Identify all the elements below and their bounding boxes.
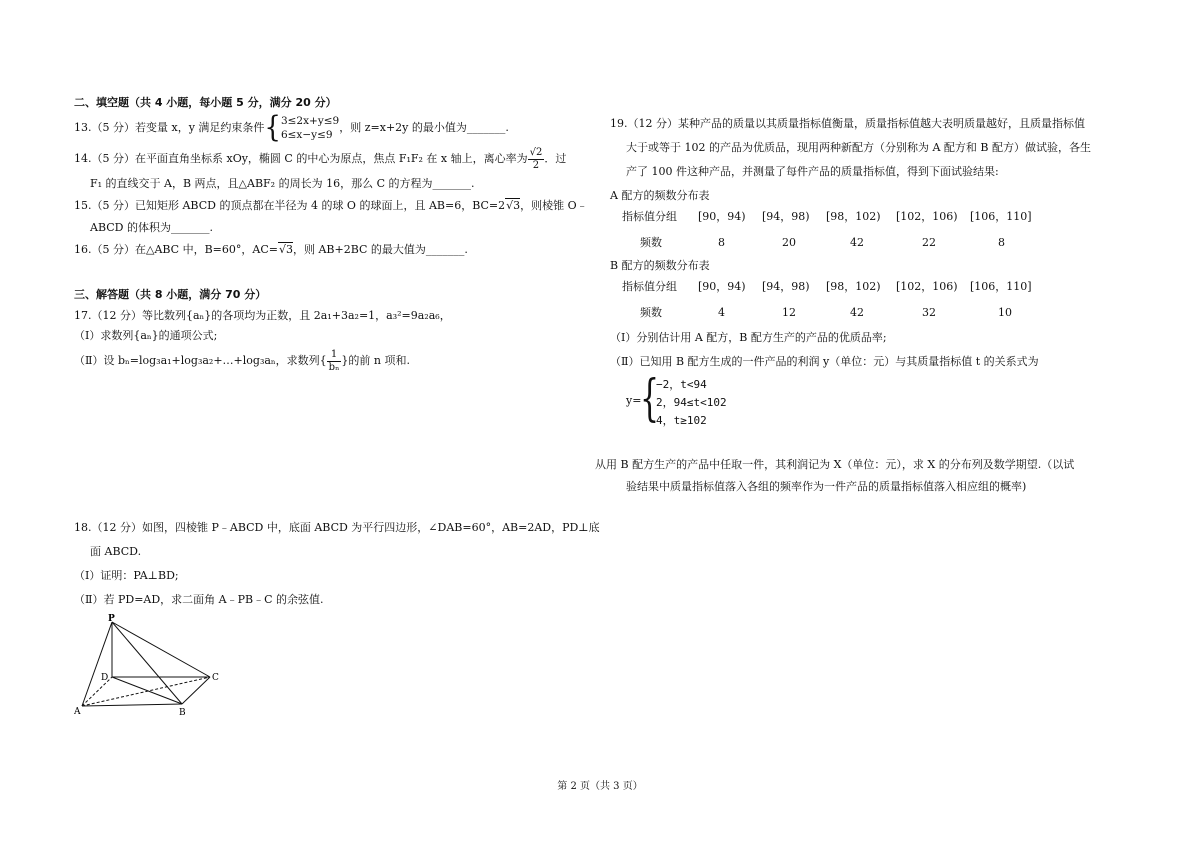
table-a-title: A 配方的频数分布表 — [610, 189, 710, 202]
q15-sqrt-value: 3 — [513, 199, 521, 212]
table-a-group-cell: [94，98) — [762, 210, 810, 223]
table-a-freq-label: 频数 — [640, 236, 662, 249]
table-a-freq-cell: 22 — [922, 236, 936, 249]
question-17-part-1: （Ⅰ）求数列{aₙ}的通项公式; — [74, 329, 218, 342]
table-b-freq-cell: 32 — [922, 306, 936, 319]
q14-frac-den: 2 — [532, 159, 540, 171]
q15-sqrt: √3 — [506, 199, 521, 212]
q17-fraction — [327, 349, 342, 374]
table-b-group-cell: [106，110] — [970, 280, 1032, 293]
section-fill-blank-title: 二、填空题（共 4 小题，每小题 5 分，满分 20 分） — [74, 96, 337, 109]
question-19-part-2: （Ⅱ）已知用 B 配方生成的一件产品的利润 y（单位：元）与其质量指标值 t 的关系式为 — [610, 355, 1039, 368]
label-A: A — [74, 707, 81, 717]
right-column — [610, 116, 1135, 428]
q15-text-b: ，则棱锥 O﹣ — [520, 199, 588, 212]
q13-constraint-system: { 3≤2x+y≤9 6≤x−y≤9 — [264, 111, 340, 145]
question-18-line-2: 面 ABCD. — [90, 545, 142, 558]
table-b-freq-cell: 4 — [718, 306, 725, 319]
table-b-group-cell: [94，98) — [762, 280, 810, 293]
section-solve-title: 三、解答题（共 8 小题，满分 70 分） — [74, 288, 267, 301]
question-19-line-3: 产了 100 件这种产品，并测量了每件产品的质量指标值，得到下面试验结果: — [626, 165, 999, 178]
q13-prefix: 13.（5 分）若变量 x，y 满足约束条件 — [74, 121, 265, 134]
question-19-after-line-2: 验结果中质量指标值落入各组的频率作为一件产品的质量指标值落入相应组的概率) — [626, 480, 1027, 493]
question-19-part-1: （Ⅰ）分别估计用 A 配方，B 配方生产的产品的优质品率; — [610, 331, 887, 344]
pyramid-figure — [74, 614, 224, 720]
question-19-line-2: 大于或等于 102 的产品为优质品，现用两种新配方（分别称为 A 配方和 B 配方）做试验，各生 — [626, 141, 1091, 154]
q16-sqrt: √3 — [278, 243, 293, 256]
table-a-group-cell: [98，102) — [826, 210, 881, 223]
table-b-title: B 配方的频数分布表 — [610, 259, 710, 272]
question-17-line-1: 17.（12 分）等比数列{aₙ}的各项均为正数，且 2a₁+3a₂=1，a₃²=9a₂a₆， — [74, 309, 451, 322]
table-a-freq-cell: 8 — [718, 236, 725, 249]
q13-constraint-2: 6≤x−y≤9 — [280, 129, 333, 141]
pyramid-diagram — [74, 614, 224, 720]
q17-frac-num: 1 — [327, 349, 342, 362]
question-19-after-line-1: 从用 B 配方生产的产品中任取一件，其利润记为 X（单位：元），求 X 的分布列及数学期望.（以试 — [595, 458, 1075, 471]
table-a-group-row — [622, 204, 1044, 230]
question-14-line-1 — [74, 146, 594, 172]
profit-piecewise — [626, 369, 1135, 428]
piecewise-case-1: −2，t<94 — [656, 378, 707, 391]
page-footer: 第 2 页（共 3 页） — [557, 781, 643, 792]
table-a-freq-cell: 20 — [782, 236, 796, 249]
q14-prefix: 14.（5 分）在平面直角坐标系 xOy，椭圆 C 的中心为原点，焦点 F₁F₂ 在 x 轴上，离心率为 — [74, 152, 528, 165]
question-15-line-1 — [74, 198, 594, 214]
q17-part2-text-a: （Ⅱ）设 bₙ=log₃a₁+log₃a₂+…+log₃aₙ，求数列{ — [74, 354, 327, 367]
table-a-group-cell: [90，94) — [698, 210, 746, 223]
q15-text-a: 15.（5 分）已知矩形 ABCD 的顶点都在半径为 4 的球 O 的球面上，且 AB=6，BC=2 — [74, 199, 506, 212]
question-17-part-2 — [74, 348, 594, 374]
piecewise-case-3: 4，t≥102 — [656, 414, 707, 427]
table-a — [622, 204, 1044, 256]
question-15-line-2: ABCD 的体积为_______. — [90, 221, 213, 234]
q13-constraint-1: 3≤2x+y≤9 — [280, 115, 340, 127]
table-a-group-cell: [102，106) — [896, 210, 958, 223]
question-18-part-1: （Ⅰ）证明：PA⊥BD; — [74, 569, 179, 582]
question-18 — [74, 520, 600, 608]
question-16 — [74, 242, 594, 258]
q17-frac-den: bₙ — [328, 361, 340, 373]
table-a-group-cell: [106，110] — [970, 210, 1032, 223]
label-C: C — [212, 673, 219, 683]
table-b-group-row — [622, 274, 1044, 300]
question-13 — [74, 111, 594, 145]
table-b-freq-label: 频数 — [640, 306, 662, 319]
q16-text-a: 16.（5 分）在△ABC 中，B=60°，AC= — [74, 243, 278, 256]
q16-text-b: ，则 AB+2BC 的最大值为_______. — [292, 243, 468, 256]
left-column — [74, 96, 594, 374]
table-a-freq-cell: 42 — [850, 236, 864, 249]
label-D: D — [101, 673, 109, 683]
table-b-freq-cell: 10 — [998, 306, 1012, 319]
q14-eccentricity-fraction — [528, 147, 545, 172]
q14-frac-num: √2 — [529, 146, 543, 158]
table-b-group-cell: [98，102) — [826, 280, 881, 293]
piecewise-brace: { — [640, 369, 660, 427]
table-a-freq-row — [622, 230, 1044, 256]
question-19-line-1: 19.（12 分）某种产品的质量以其质量指标值衡量，质量指标值越大表明质量越好，且质量指标值 — [610, 117, 1085, 130]
question-18-part-2: （Ⅱ）若 PD=AD，求二面角 A﹣PB﹣C 的余弦值. — [74, 593, 324, 606]
table-b-freq-cell: 42 — [850, 306, 864, 319]
q13-suffix: ，则 z=x+2y 的最小值为_______. — [339, 121, 509, 134]
table-b — [622, 274, 1044, 326]
q16-sqrt-value: 3 — [285, 243, 293, 256]
piecewise-case-2: 2，94≤t<102 — [656, 396, 727, 409]
piecewise-y-label: y= — [626, 394, 642, 407]
table-b-group-cell: [102，106) — [896, 280, 958, 293]
table-b-freq-cell: 12 — [782, 306, 796, 319]
label-B: B — [179, 708, 186, 718]
table-b-group-cell: [90，94) — [698, 280, 746, 293]
table-a-freq-cell: 8 — [998, 236, 1005, 249]
table-a-group-label: 指标值分组 — [622, 210, 677, 223]
question-14-line-2: F₁ 的直线交于 A，B 两点，且△ABF₂ 的周长为 16，那么 C 的方程为_______. — [90, 177, 475, 190]
table-b-freq-row — [622, 300, 1044, 326]
q17-part2-text-b: }的前 n 项和. — [341, 354, 410, 367]
table-b-group-label: 指标值分组 — [622, 280, 677, 293]
q14-suffix: ．过 — [544, 152, 567, 165]
question-18-line-1: 18.（12 分）如图，四棱锥 P﹣ABCD 中，底面 ABCD 为平行四边形，∠DAB=60°，AB=2AD，PD⊥底 — [74, 521, 600, 534]
label-P: P — [108, 614, 115, 624]
